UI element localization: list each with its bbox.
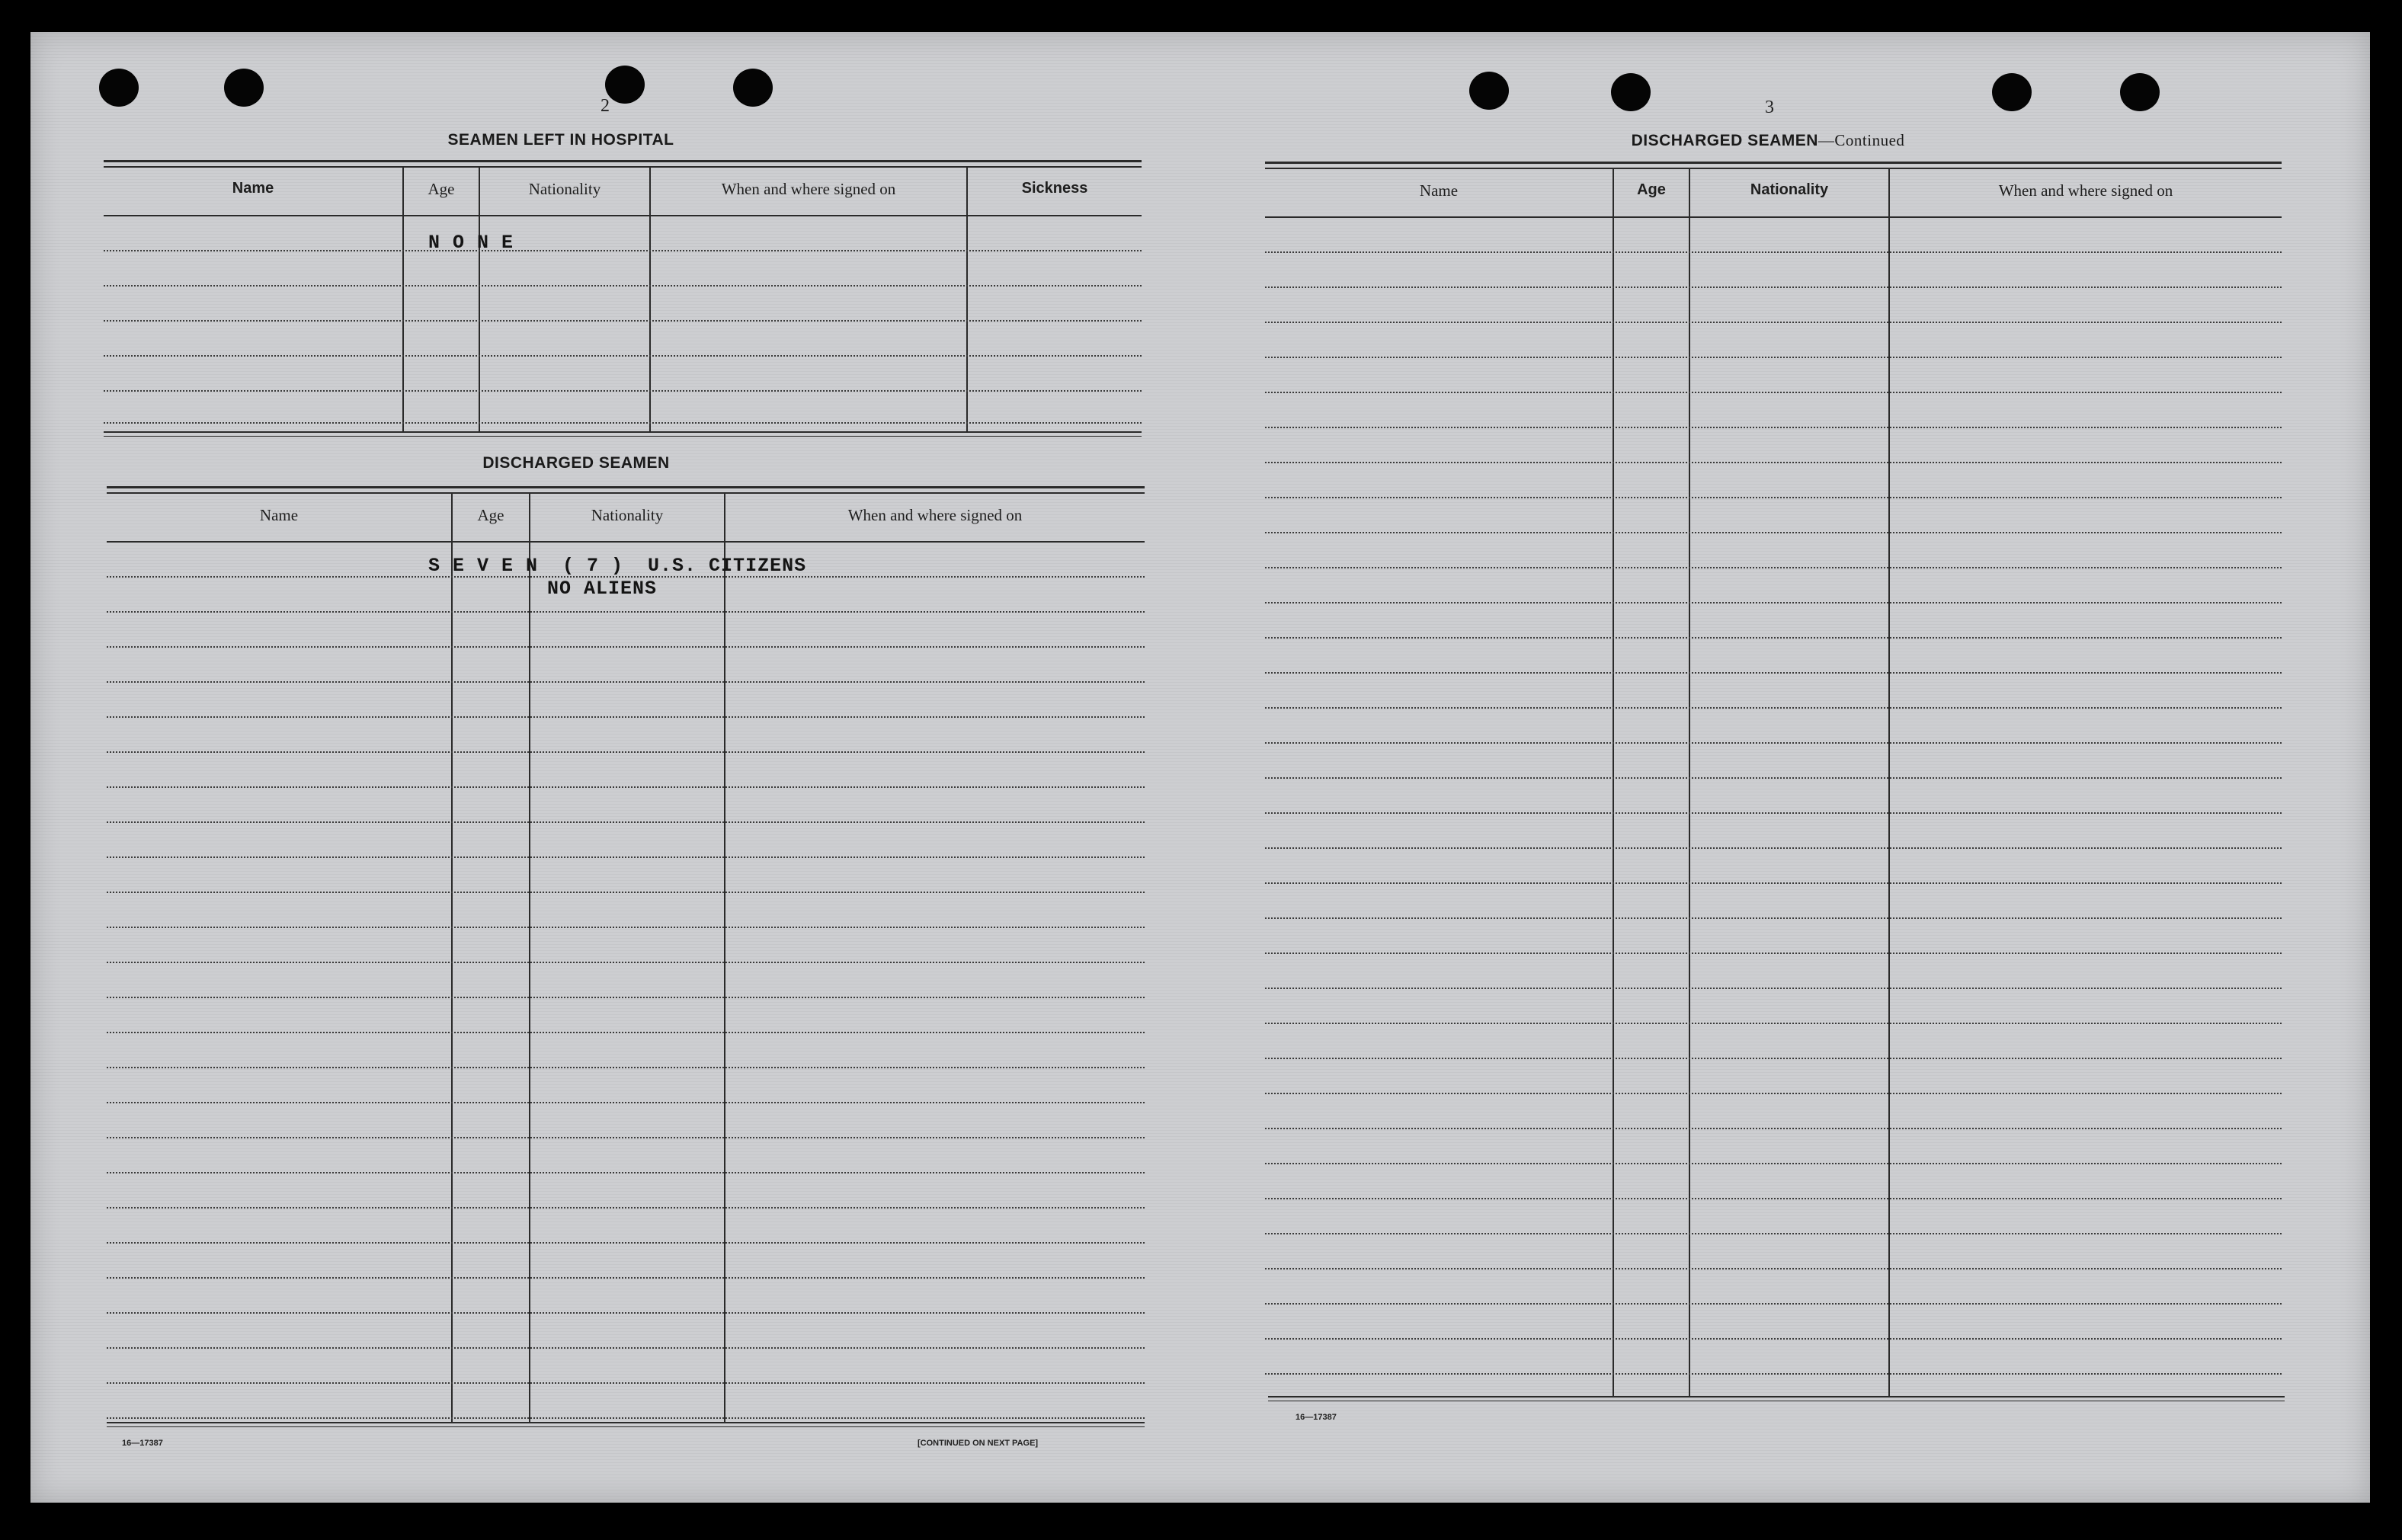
table-row xyxy=(104,285,1142,287)
right-title-suffix: —Continued xyxy=(1818,131,1905,149)
table-row xyxy=(1265,1373,2282,1375)
table-row xyxy=(1265,1303,2282,1305)
table-row xyxy=(107,681,1145,683)
right-form-number: 16—17387 xyxy=(1295,1413,1337,1422)
column-header-sickness: Sickness xyxy=(1021,180,1088,197)
hospital-typed-entry: N O N E xyxy=(428,232,514,254)
punch-hole xyxy=(99,69,139,107)
table-row xyxy=(1265,1163,2282,1164)
table-row xyxy=(1265,1093,2282,1094)
column-header-nationality: Nationality xyxy=(1750,181,1829,198)
punch-hole xyxy=(1992,73,2032,111)
table-row xyxy=(107,786,1145,788)
table-row xyxy=(107,856,1145,858)
table-row xyxy=(1265,462,2282,463)
table-row xyxy=(107,716,1145,718)
discharged-typed-line-1: S E V E N ( 7 ) U.S. CITIZENS xyxy=(428,555,807,577)
table-row xyxy=(1265,812,2282,814)
table-row xyxy=(1265,1268,2282,1269)
punch-hole xyxy=(605,66,645,104)
table-row xyxy=(107,997,1145,998)
table-row xyxy=(107,751,1145,753)
table-row xyxy=(1265,847,2282,849)
table-row xyxy=(1265,637,2282,639)
table-row xyxy=(107,892,1145,893)
right-section-title xyxy=(1524,131,2012,150)
table-row xyxy=(107,1277,1145,1279)
table-row xyxy=(1265,287,2282,288)
column-header-age: Age xyxy=(477,506,504,524)
hospital-section-title: SEAMEN LEFT IN HOSPITAL xyxy=(447,131,674,149)
table-row xyxy=(1265,1023,2282,1024)
table-row xyxy=(107,1102,1145,1103)
table-row xyxy=(107,1417,1145,1419)
table-row xyxy=(107,1242,1145,1244)
punch-hole xyxy=(224,69,264,107)
column-header-name: Name xyxy=(1419,181,1459,200)
table-row xyxy=(107,1207,1145,1209)
punch-hole xyxy=(1611,73,1651,111)
table-row xyxy=(104,250,1142,251)
table-row xyxy=(1265,777,2282,779)
table-row xyxy=(1265,1058,2282,1059)
table-row xyxy=(107,1312,1145,1314)
table-row xyxy=(1265,742,2282,744)
discharged-section-title: DISCHARGED SEAMEN xyxy=(482,454,670,472)
table-row xyxy=(107,821,1145,823)
punch-hole xyxy=(2120,73,2160,111)
left-page-number: 2 xyxy=(600,96,610,116)
table-row xyxy=(1265,917,2282,919)
table-row xyxy=(107,927,1145,928)
table-row xyxy=(104,390,1142,392)
table-row xyxy=(107,1137,1145,1138)
table-row xyxy=(107,1382,1145,1384)
column-header-nationality: Nationality xyxy=(528,180,601,198)
discharged-typed-line-2: NO ALIENS xyxy=(547,578,658,600)
column-header-age: Age xyxy=(428,180,455,198)
continued-note: [CONTINUED ON NEXT PAGE] xyxy=(918,1439,1039,1448)
table-row xyxy=(1265,952,2282,954)
table-row xyxy=(1265,707,2282,709)
table-row xyxy=(1265,357,2282,358)
column-header-name: Name xyxy=(232,180,274,197)
right-page-number: 3 xyxy=(1765,98,1774,117)
table-row xyxy=(107,1067,1145,1068)
punch-hole xyxy=(733,69,773,107)
table-row xyxy=(1265,988,2282,989)
table-row xyxy=(1265,251,2282,253)
table-row xyxy=(107,1347,1145,1349)
table-row xyxy=(1265,567,2282,568)
table-row xyxy=(1265,532,2282,533)
column-header-nationality: Nationality xyxy=(591,506,664,524)
column-header-signed-on: When and where signed on xyxy=(847,506,1023,524)
table-row xyxy=(107,1032,1145,1033)
table-row xyxy=(1265,1233,2282,1234)
table-row xyxy=(1265,1128,2282,1129)
table-row xyxy=(1265,1198,2282,1199)
document-sheet xyxy=(30,32,2370,1503)
table-row xyxy=(1265,427,2282,428)
punch-hole xyxy=(1469,72,1509,110)
table-row xyxy=(1265,1338,2282,1340)
table-row xyxy=(107,1172,1145,1173)
table-row xyxy=(1265,392,2282,393)
table-row xyxy=(1265,322,2282,323)
table-row xyxy=(1265,497,2282,498)
table-row xyxy=(107,646,1145,648)
table-row xyxy=(104,320,1142,322)
table-row xyxy=(104,422,1142,424)
table-row xyxy=(104,355,1142,357)
table-row xyxy=(107,962,1145,963)
right-title-main: DISCHARGED SEAMEN xyxy=(1631,132,1818,149)
table-row xyxy=(1265,672,2282,674)
left-form-number: 16—17387 xyxy=(122,1439,163,1448)
table-row xyxy=(107,611,1145,613)
column-header-signed-on: When and where signed on xyxy=(1998,181,2173,200)
column-header-age: Age xyxy=(1637,181,1666,198)
table-row xyxy=(1265,882,2282,884)
column-header-signed-on: When and where signed on xyxy=(721,180,896,198)
column-header-name: Name xyxy=(259,506,299,524)
table-row xyxy=(1265,602,2282,604)
